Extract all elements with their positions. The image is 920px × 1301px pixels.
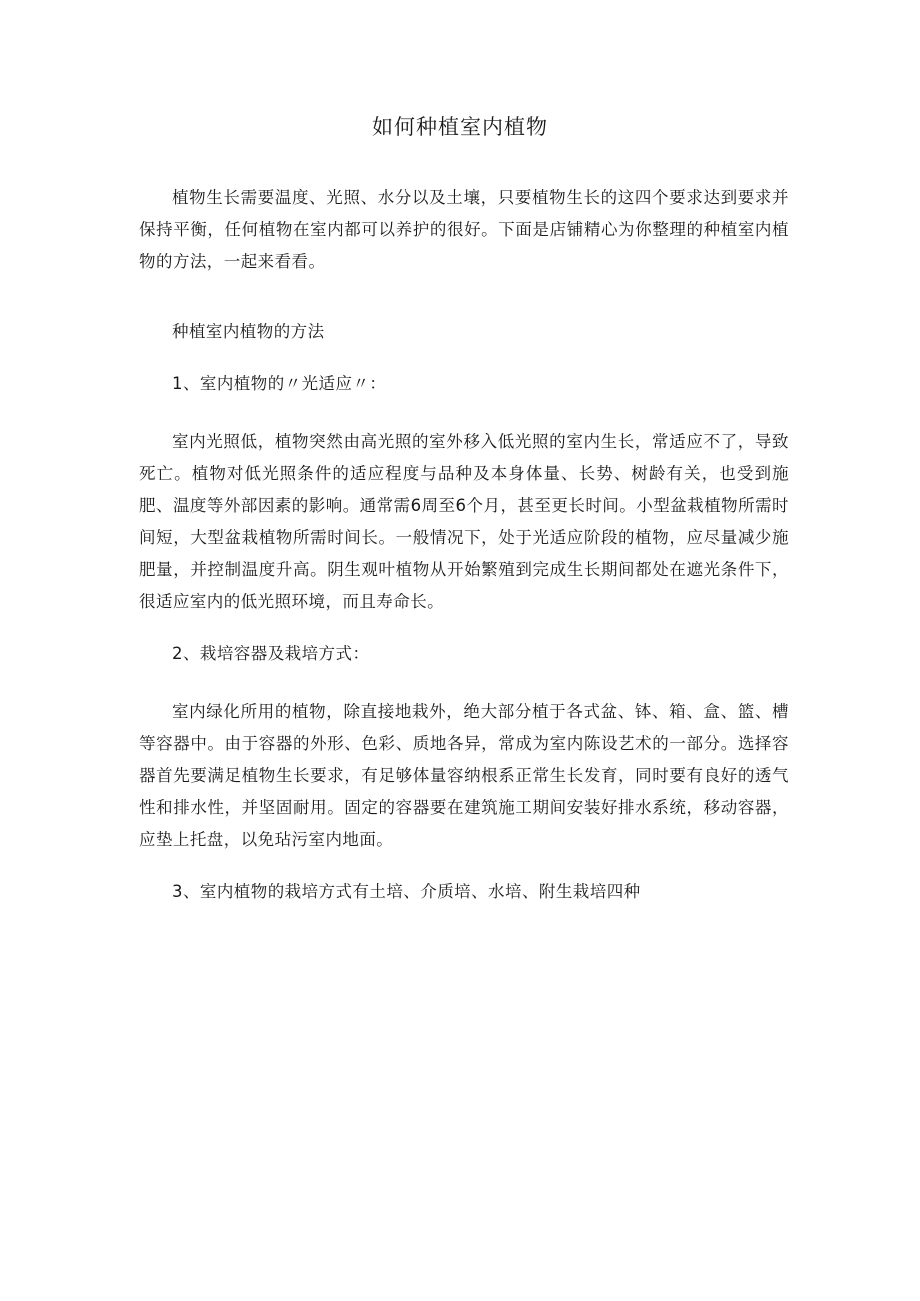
item3-heading: 3、室内植物的栽培方式有土培、介质培、水培、附生栽培四种	[172, 882, 641, 901]
document-body	[139, 182, 789, 908]
section-heading: 种植室内植物的方法	[172, 322, 325, 341]
item1-heading: 1、室内植物的〃光适应〃：	[172, 374, 387, 393]
intro-paragraph: 植物生长需要温度、光照、水分以及土壤，只要植物生长的这四个要求达到要求并保持平衡，任何植物在室内都可以养护的很好。下面是店铺精心为你整理的种植室内植物的方法，一起来看看。	[139, 188, 789, 271]
item2-paragraph: 室内绿化所用的植物，除直接地栽外，绝大部分植于各式盆、钵、箱、盒、篮、槽等容器中。由于容器的外形、色彩、质地各异，常成为室内陈设艺术的一部分。选择容器首先要满足植物生长要求，有足够体量容纳根系正常生长发育，同时要有良好的透气性和排水性，并坚固耐用。固定的容器要在建筑施工期间安装好排水系统，移动容器，应垫上托盘，以免玷污室内地面。	[139, 702, 789, 849]
item1-paragraph: 室内光照低，植物突然由高光照的室外移入低光照的室内生长，常适应不了，导致死亡。植物对低光照条件的适应程度与品种及本身体量、长势、树龄有关，也受到施肥、温度等外部因素的影响。通常需6周至6个月，甚至更长时间。小型盆栽植物所需时间短，大型盆栽植物所需时间长。一般情况下，处于光适应阶段的植物，应尽量减少施肥量，并控制温度升高。阴生观叶植物从开始繁殖到完成生长期间都处在遮光条件下，很适应室内的低光照环境，而且寿命长。	[139, 432, 789, 611]
document-title: 如何种植室内植物	[372, 115, 548, 139]
item2-heading: 2、栽培容器及栽培方式：	[172, 644, 370, 663]
